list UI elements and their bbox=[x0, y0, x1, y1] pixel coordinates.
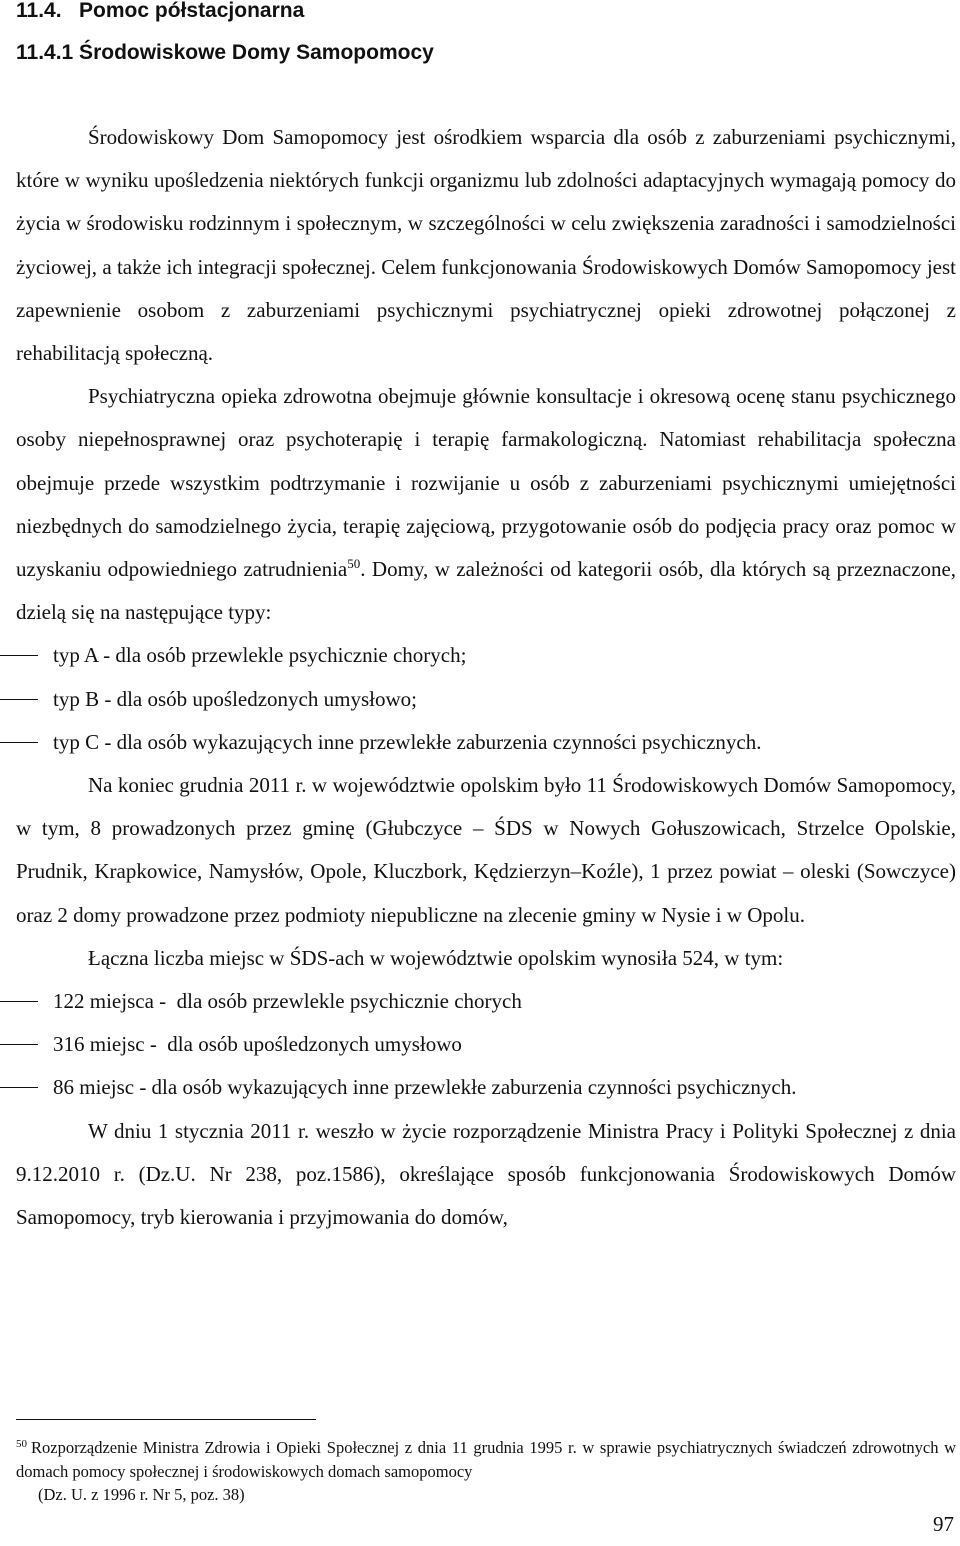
list-item bbox=[16, 980, 956, 1023]
dash-bullet bbox=[0, 1044, 38, 1045]
footnote bbox=[16, 1436, 956, 1507]
footnote-body: Rozporządzenie Ministra Zdrowia i Opieki Społecznej z dnia 11 grudnia 1995 r. w sprawie psychiatrycznych świadczeń zdrowotnych w domach pomocy społecznej i środowiskowych domach samopomocy bbox=[16, 1438, 956, 1481]
list-item bbox=[16, 678, 956, 721]
body-text bbox=[16, 116, 956, 1239]
page-number: 97 bbox=[933, 1512, 954, 1536]
paragraph-places: Łączna liczba miejsc w ŚDS-ach w województwie opolskim wynosiła 524, w tym: bbox=[88, 945, 784, 970]
list-item-text: typ A - dla osób przewlekle psychicznie chorych; bbox=[53, 643, 467, 668]
types-list bbox=[16, 634, 956, 764]
dash-bullet bbox=[0, 742, 38, 743]
paragraph-care bbox=[16, 375, 956, 634]
list-item-text: typ B - dla osób upośledzonych umysłowo; bbox=[53, 686, 417, 711]
dash-bullet bbox=[0, 699, 38, 700]
footnote-text bbox=[16, 1436, 956, 1483]
list-item-text: typ C - dla osób wykazujących inne przewlekłe zaburzenia czynności psychicznych. bbox=[53, 729, 762, 754]
subsection-heading: 11.4.1 Środowiskowe Domy Samopomocy bbox=[16, 41, 434, 64]
paragraph-facilities: Na koniec grudnia 2011 r. w województwie opolskim było 11 Środowiskowych Domów Samopomocy, w tym, 8 prowadzonych przez gminę (Głubczyce – ŚDS w Nowych Gołuszowicach, Strzelce Opolskie, Prudnik, Krapkowice, Namysłów, Opole, Kluczbork, Kędzierzyn–Koźle), 1 przez powiat – oleski (Sowczyce) oraz 2 domy prowadzone przez podmioty niepubliczne na zlecenie gminy w Nysie i w Opolu. bbox=[16, 773, 956, 927]
dash-bullet bbox=[0, 1001, 38, 1002]
list-item bbox=[16, 1023, 956, 1066]
list-item-text: 122 miejsca - dla osób przewlekle psychicznie chorych bbox=[53, 989, 522, 1014]
list-item bbox=[16, 1066, 956, 1109]
paragraph-care-text-cont: . Domy, w zależności od kategorii osób, dla których są przeznaczone, dzielą się na następujące typy: bbox=[16, 557, 957, 625]
list-item-text: 86 miejsc - dla osób wykazujących inne przewlekłe zaburzenia czynności psychicznych. bbox=[53, 1075, 797, 1100]
paragraph-care-text: Psychiatryczna opieka zdrowotna obejmuje głównie konsultacje i okresową ocenę stanu psychicznego osoby niepełnosprawnej oraz psychoterapię i terapię farmakologiczną. Natomiast rehabilitacja społeczna obejmuje przede wszystkim podtrzymanie i rozwijanie u osób z zaburzeniami psychicznymi umiejętności niezbędnych do samodzielnego życia, terapię zajęciową, przygotowanie osób do podjęcia pracy oraz pomoc w uzyskaniu odpowiedniego zatrudnienia bbox=[16, 384, 956, 582]
footnote-reference[interactable]: 50 bbox=[347, 556, 361, 572]
paragraph-regulation: W dniu 1 stycznia 2011 r. weszło w życie rozporządzenie Ministra Pracy i Polityki Społecznej z dnia 9.12.2010 r. (Dz.U. Nr 238, poz.1586), określające sposób funkcjonowania Środowiskowych Domów Samopomocy, tryb kierowania i przyjmowania do domów, bbox=[16, 1118, 956, 1230]
places-list bbox=[16, 980, 956, 1110]
paragraph-intro: Środowiskowy Dom Samopomocy jest ośrodkiem wsparcia dla osób z zaburzeniami psychicznymi, które w wyniku upośledzenia niektórych funkcji organizmu lub zdolności adaptacyjnych wymagają pomocy do życia w środowisku rodzinnym i społecznym, w szczególności w celu zwiększenia zaradności i samodzielności życiowej, a także ich integracji społecznej. Celem funkcjonowania Środowiskowych Domów Samopomocy jest zapewnienie osobom z zaburzeniami psychicznymi psychiatrycznej opieki zdrowotnej połączonej z rehabilitacją społeczną. bbox=[16, 125, 956, 366]
dash-bullet bbox=[0, 655, 38, 656]
footnote-separator bbox=[16, 1419, 316, 1420]
list-item bbox=[16, 721, 956, 764]
footnote-number: 50 bbox=[16, 1438, 27, 1450]
dash-bullet bbox=[0, 1087, 38, 1088]
list-item bbox=[16, 634, 956, 677]
footnote-citation: (Dz. U. z 1996 r. Nr 5, poz. 38) bbox=[38, 1485, 245, 1504]
section-heading: 11.4. Pomoc półstacjonarna bbox=[16, 0, 305, 22]
list-item-text: 316 miejsc - dla osób upośledzonych umysłowo bbox=[53, 1032, 462, 1057]
